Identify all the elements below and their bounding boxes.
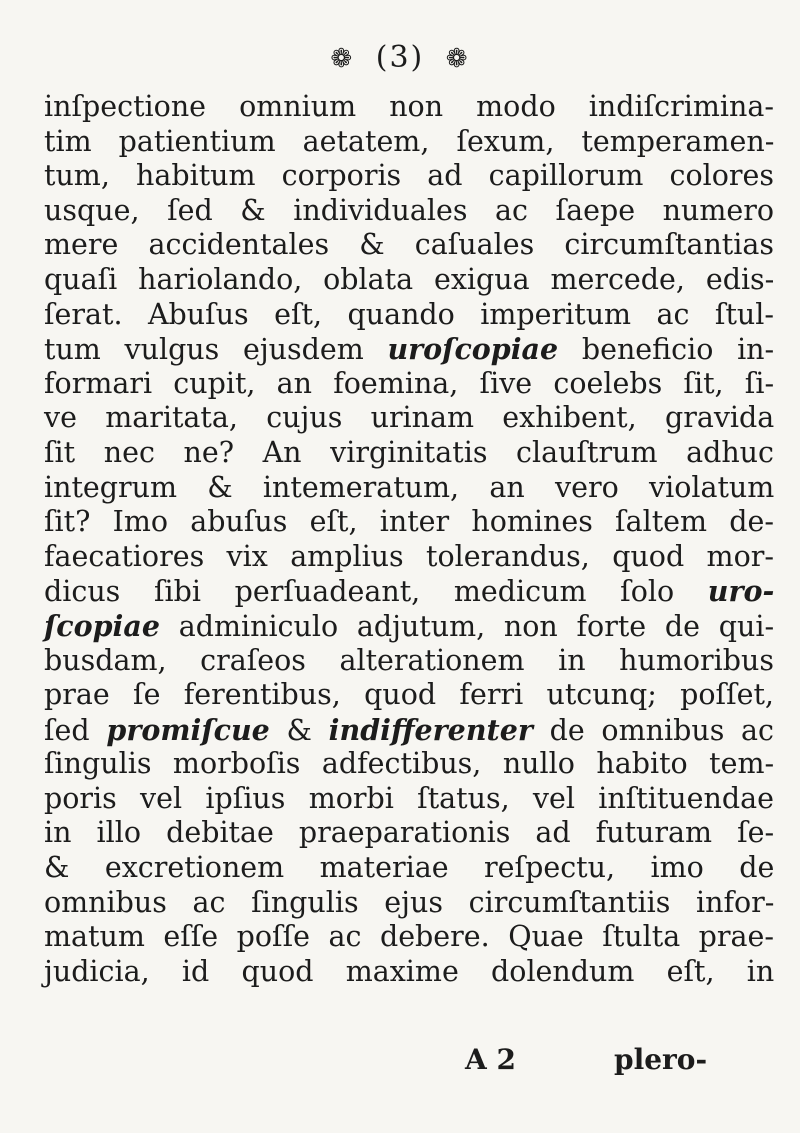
text-line: [44, 609, 774, 644]
text-run: dicus ſibi perſuadeant, medicum ſolo: [44, 575, 708, 609]
text-line: [44, 159, 774, 194]
text-run: omnibus ac ſingulis ejus circumſtantiis infor-: [44, 885, 775, 919]
text-line: [44, 747, 774, 782]
text-run: inſpectione omnium non modo indiſcrimina-: [44, 90, 774, 123]
italic-term: ſcopiae: [44, 608, 160, 643]
text-run: ve maritata, cujus urinam exhibent, gravida: [44, 401, 775, 435]
text-run: ſingulis morboſis adfectibus, nullo habito tem-: [44, 747, 775, 781]
italic-term: indifferenter: [328, 712, 533, 747]
text-line: [44, 401, 774, 436]
signature-mark: A 2: [465, 1043, 516, 1076]
text-line: [44, 263, 774, 298]
page-footer: [0, 1040, 800, 1080]
text-run: matum eſſe poſſe ac debere. Quae ſtulta prae-: [44, 920, 775, 954]
text-run: ſed: [44, 713, 107, 747]
text-run: tum, habitum corporis ad capillorum colores: [44, 159, 774, 193]
text-line: [44, 644, 774, 679]
ornament-right-icon: ❁: [445, 44, 470, 74]
page-number: (3): [375, 40, 425, 75]
catchword: plero-: [614, 1043, 708, 1076]
text-line: [44, 851, 774, 886]
text-line: [44, 505, 774, 540]
text-line: [44, 955, 774, 990]
text-run: tim patientium aetatem, ſexum, temperamen-: [44, 124, 775, 158]
text-run: formari cupit, an foemina, ſive coelebs ſit, ſi-: [44, 366, 775, 400]
text-run: de omnibus ac: [532, 713, 775, 747]
text-line: [44, 678, 774, 713]
text-run: prae ſe ferentibus, quod ferri utcunq; poſſet,: [44, 678, 774, 712]
text-line: [44, 816, 774, 851]
text-line: [44, 228, 774, 263]
text-run: &: [269, 713, 329, 747]
text-line: [44, 125, 774, 160]
text-line: [44, 298, 774, 333]
text-run: beneficio in-: [558, 333, 775, 367]
text-run: tum vulgus ejusdem: [44, 333, 388, 367]
body-text: [44, 90, 774, 989]
text-run: busdam, craſeos alterationem in humoribus: [44, 643, 774, 677]
ornament-left-icon: ❁: [330, 44, 355, 74]
text-run: in illo debitae praeparationis ad futuram ſe-: [44, 816, 775, 850]
text-run: ſerat. Abuſus eſt, quando imperitum ac ſtul-: [44, 297, 774, 331]
italic-term: uro-: [707, 574, 775, 609]
text-line: [44, 713, 774, 748]
text-run: usque, ſed & individuales ac ſaepe numero: [44, 193, 774, 227]
text-run: ſit? Imo abuſus eſt, inter homines ſaltem de-: [44, 505, 774, 539]
text-line: [44, 194, 774, 229]
text-run: integrum & intemeratum, an vero violatum: [44, 470, 775, 504]
text-run: poris vel ipſius morbi ſtatus, vel inſtituendae: [44, 781, 774, 815]
text-line: [44, 90, 774, 125]
text-line: [44, 540, 774, 575]
text-line: [44, 920, 774, 955]
text-run: quaſi hariolando, oblata exigua mercede, edis-: [44, 262, 775, 296]
text-line: [44, 332, 774, 367]
text-run: judicia, id quod maxime dolendum eſt, in: [44, 954, 775, 988]
text-line: [44, 574, 774, 609]
text-run: faecatiores vix amplius tolerandus, quod mor-: [44, 539, 774, 573]
page-header: [0, 38, 800, 79]
text-line: [44, 886, 774, 921]
text-run: & excretionem materiae reſpectu, imo de: [44, 851, 775, 885]
text-line: [44, 436, 774, 471]
text-line: [44, 471, 774, 506]
text-line: [44, 782, 774, 817]
italic-term: promiſcue: [106, 712, 270, 747]
text-run: ſit nec ne? An virginitatis clauſtrum adhuc: [44, 435, 774, 469]
italic-term: uroſcopiae: [387, 332, 559, 367]
text-run: mere accidentales & caſuales circumſtantias: [44, 228, 774, 262]
text-line: [44, 367, 774, 402]
text-run: adminiculo adjutum, non forte de qui-: [159, 609, 775, 643]
